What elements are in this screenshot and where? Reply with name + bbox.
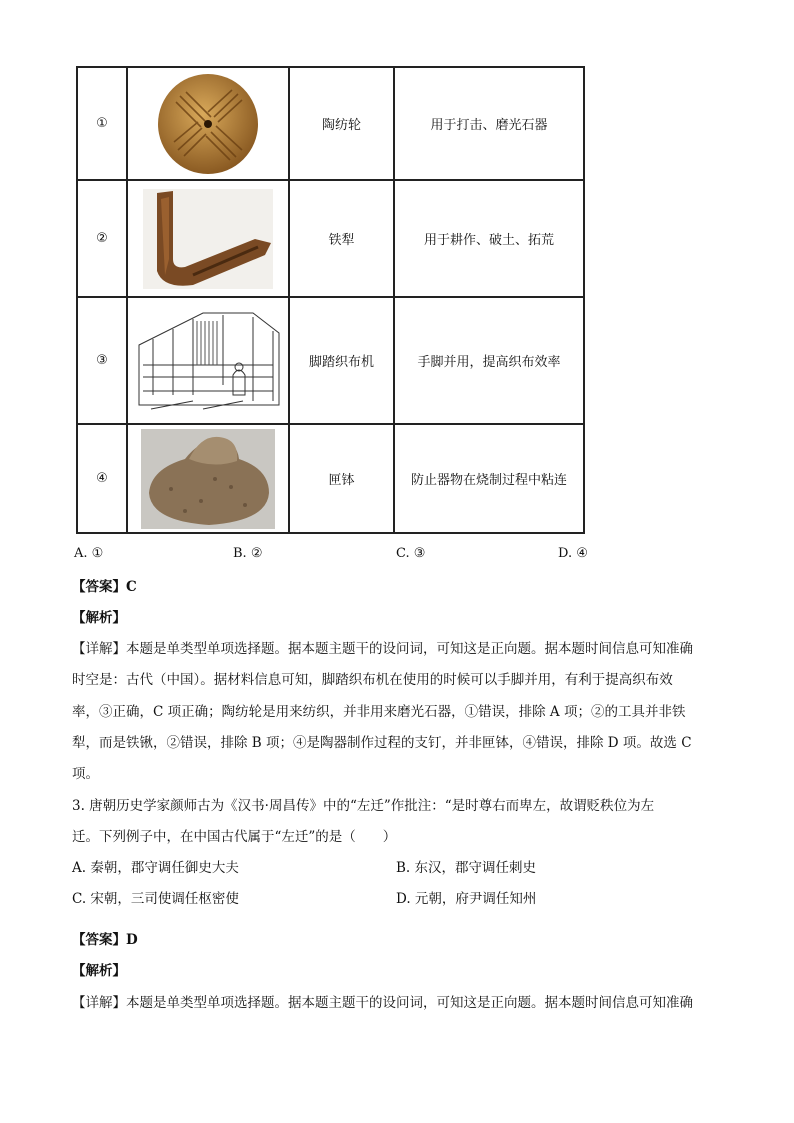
option-a[interactable]: A. ① <box>74 546 104 561</box>
artifact-name: 匣钵 <box>289 424 394 533</box>
artifact-name: 铁犁 <box>289 180 394 297</box>
table-row <box>77 180 584 297</box>
option-b[interactable]: B. ② <box>233 546 263 561</box>
detail-line: 率，③正确，C 项正确；陶纺轮是用来纺织，并非用来磨光石器，①错误，排除 A 项；②的工具并非铁 <box>72 704 686 720</box>
detail-line: 犁，而是铁锹，②错误，排除 B 项；④是陶器制作过程的支钉，并非匣钵，④错误，排除 D 项。故选 C <box>72 735 692 751</box>
q3-option-d[interactable]: D. 元朝，府尹调任知州 <box>396 891 537 907</box>
row-number: ② <box>77 180 127 297</box>
row-number: ① <box>77 67 127 180</box>
question-3-stem-cont: 迁。下列例子中，在中国古代属于“左迁”的是（ ） <box>72 829 397 845</box>
artifact-table <box>76 66 585 534</box>
loom-drawing-image <box>127 297 289 424</box>
artifact-use: 防止器物在烧制过程中粘连 <box>394 424 584 533</box>
artifact-use: 手脚并用，提高织布效率 <box>394 297 584 424</box>
detail-line: 项。 <box>72 766 99 782</box>
artifact-name: 脚踏织布机 <box>289 297 394 424</box>
answer-options <box>74 546 714 566</box>
row-number: ③ <box>77 297 127 424</box>
saggar-image <box>127 424 289 533</box>
row-number: ④ <box>77 424 127 533</box>
q3-answer-label: 【答案】D <box>72 932 138 948</box>
question-3-stem: 3. 唐朝历史学家颜师古为《汉书·周昌传》中的“左迁”作批注：“是时尊右而卑左，故谓贬秩位为左 <box>72 798 655 814</box>
table-row <box>77 424 584 533</box>
table-row <box>77 67 584 180</box>
q3-option-b[interactable]: B. 东汉，郡守调任刺史 <box>396 860 537 876</box>
q3-detail-line: 【详解】本题是单类型单项选择题。据本题主题干的设问词，可知这是正向题。据本题时间信息可知准确 <box>72 995 693 1011</box>
analysis-label: 【解析】 <box>72 610 126 626</box>
q3-option-c[interactable]: C. 宋朝，三司使调任枢密使 <box>72 891 239 907</box>
iron-tool-image <box>127 180 289 297</box>
detail-line: 时空是：古代（中国）。据材料信息可知，脚踏织布机在使用的时候可以手脚并用，有利于提高织布效 <box>72 672 673 688</box>
spindle-whorl-image <box>127 67 289 180</box>
q3-option-a[interactable]: A. 秦朝，郡守调任御史大夫 <box>72 860 239 876</box>
detail-line: 【详解】本题是单类型单项选择题。据本题主题干的设问词，可知这是正向题。据本题时间信息可知准确 <box>72 641 693 657</box>
table-row <box>77 297 584 424</box>
option-d[interactable]: D. ④ <box>558 546 588 561</box>
option-c[interactable]: C. ③ <box>396 546 426 561</box>
answer-label: 【答案】C <box>72 579 137 595</box>
q3-analysis-label: 【解析】 <box>72 963 126 979</box>
artifact-use: 用于打击、磨光石器 <box>394 67 584 180</box>
artifact-use: 用于耕作、破土、拓荒 <box>394 180 584 297</box>
artifact-name: 陶纺轮 <box>289 67 394 180</box>
